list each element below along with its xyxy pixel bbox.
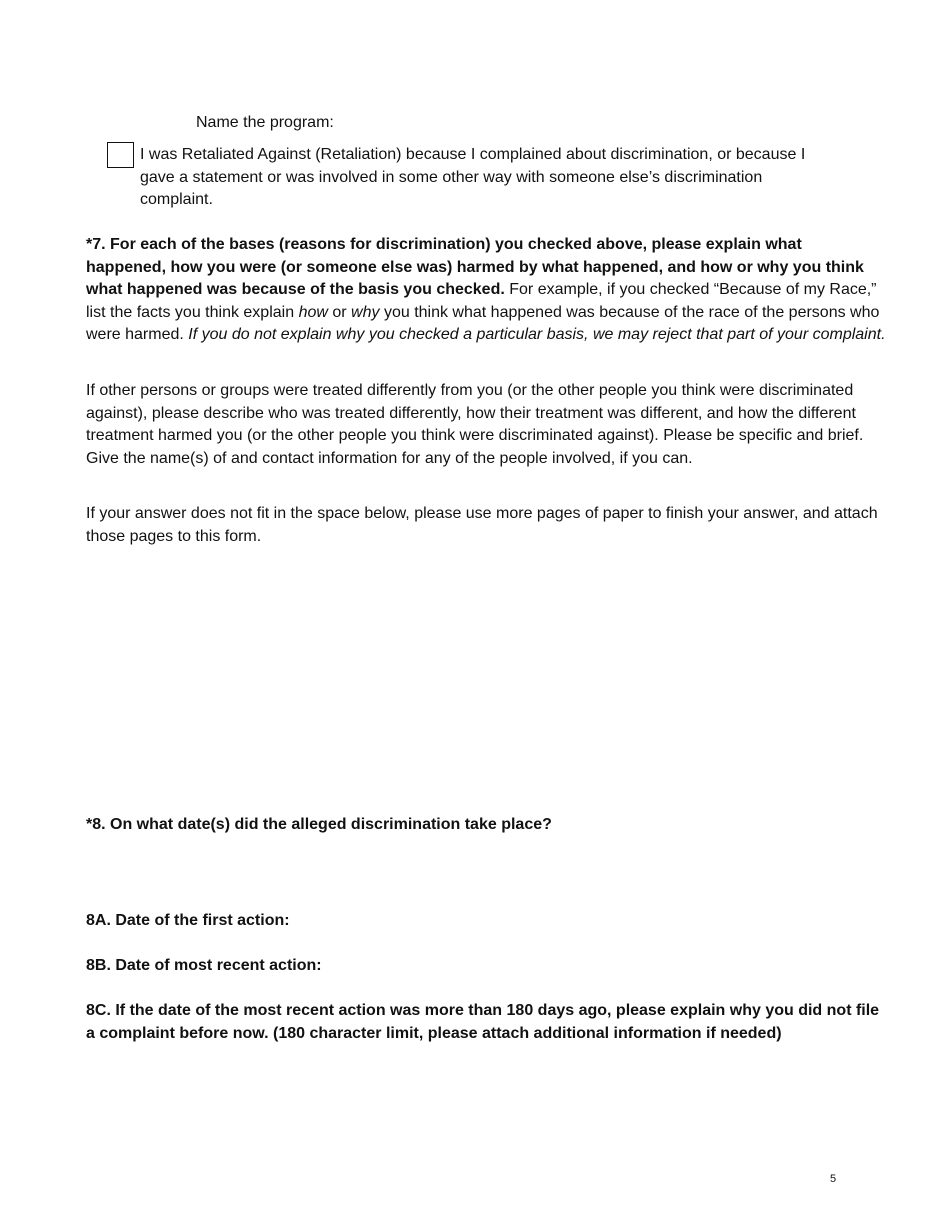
question-7-example-end: you think what happened was because of the race of the persons who were harmed. — [86, 303, 880, 343]
question-7-how: how — [298, 303, 328, 321]
page-number: 5 — [830, 1173, 837, 1185]
extra-pages-instructions: If your answer does not fit in the space below, please use more pages of paper to finish your answer, and attach those pages to this form. — [86, 505, 878, 545]
question-7-warning: If you do not explain why you checked a particular basis, we may reject that part of your complaint. — [188, 326, 886, 343]
program-name-label: Name the program: — [196, 114, 334, 131]
question-8a-label: 8A. Date of the first action: — [86, 912, 290, 929]
question-7-example: For example, if you checked “Because of my Race,” list the facts you think explain — [86, 281, 877, 321]
retaliation-option-text: I was Retaliated Against (Retaliation) because I complained about discrimination, or because I gave a statement or was involved in some other way with someone else’s discrimination complaint. — [140, 146, 806, 208]
question-8-title: *8. On what date(s) did the alleged discrimination take place? — [86, 816, 552, 833]
question-8c-label: 8C. If the date of the most recent action was more than 180 days ago, please explain why you did not file a complaint before now. (180 character limit, please attach additional information if needed) — [86, 1002, 880, 1042]
retaliation-checkbox[interactable] — [107, 142, 134, 168]
question-8b-label: 8B. Date of most recent action: — [86, 957, 322, 974]
question-7-or: or — [327, 303, 352, 321]
question-7-why: why — [351, 303, 380, 321]
other-persons-instructions: If other persons or groups were treated differently from you (or the other people you think were discriminated against), please describe who was treated differently, how their treatment was different, and how the different treatment harmed you (or the other people you think were discriminated against). Please be specific and brief. Give the name(s) of and contact information for any of the people involved, if you can. — [86, 382, 864, 467]
question-7 — [86, 234, 886, 347]
question-7-prompt: *7. For each of the bases (reasons for discrimination) you checked above, please explain what happened, how you were (or someone else was) harmed by what happened, and how or why you think what happened was because of the basis you checked. — [86, 236, 864, 298]
